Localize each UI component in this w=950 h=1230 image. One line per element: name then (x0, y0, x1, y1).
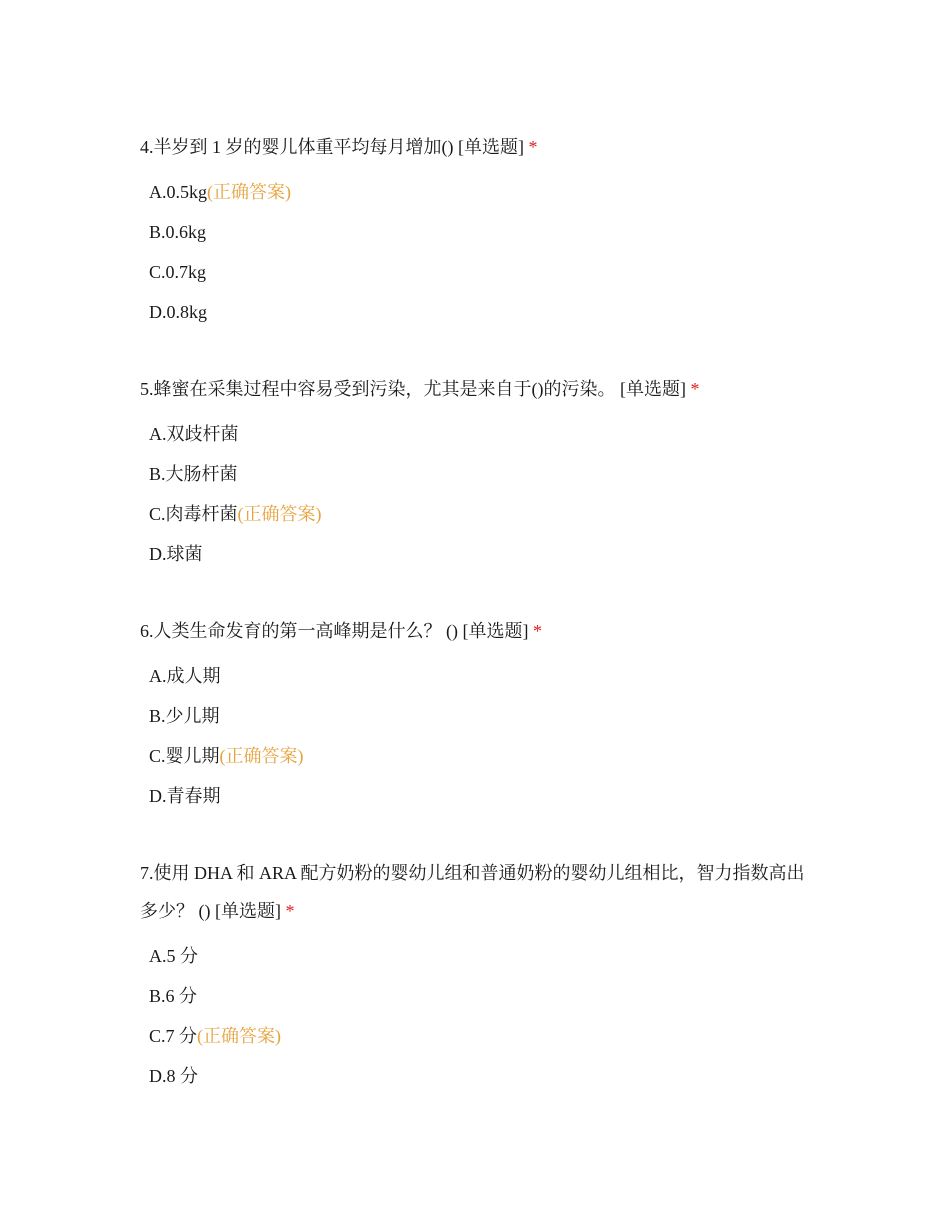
option-c: C.婴儿期(正确答案) (149, 746, 304, 766)
option-c: C.0.7kg (149, 262, 207, 282)
option-b: B.6 分 (149, 986, 198, 1006)
option-b: B.少儿期 (149, 706, 220, 726)
option-list (149, 172, 820, 332)
question-4 (140, 128, 820, 332)
option-list (149, 414, 820, 574)
option-list (149, 656, 820, 816)
option-c: C.肉毒杆菌(正确答案) (149, 504, 322, 524)
option-c: C.7 分(正确答案) (149, 1026, 282, 1046)
correct-answer-tag: (正确答案) (219, 746, 304, 766)
option-d: D.球菌 (149, 544, 203, 564)
required-mark: * (690, 379, 700, 399)
option-a: A.成人期 (149, 666, 221, 686)
option-a: A.0.5kg(正确答案) (149, 182, 291, 202)
required-mark: * (285, 901, 295, 921)
option-d: D.0.8kg (149, 302, 207, 322)
required-mark: * (528, 137, 538, 157)
question-title: 7.使用 DHA 和 ARA 配方奶粉的婴幼儿组和普通奶粉的婴幼儿组相比，智力指数高出多少？ () [单选题] * (140, 863, 805, 921)
option-d: D.青春期 (149, 786, 221, 806)
option-b: B.0.6kg (149, 222, 207, 242)
question-title: 4.半岁到 1 岁的婴儿体重平均每月增加() [单选题] * (140, 137, 538, 157)
question-6 (140, 612, 820, 816)
required-mark: * (532, 621, 542, 641)
question-7 (140, 854, 820, 1096)
option-d: D.8 分 (149, 1066, 198, 1086)
correct-answer-tag: (正确答案) (237, 504, 322, 524)
option-list (149, 936, 820, 1096)
option-b: B.大肠杆菌 (149, 464, 238, 484)
option-a: A.双歧杆菌 (149, 424, 239, 444)
option-a: A.5 分 (149, 946, 198, 966)
correct-answer-tag: (正确答案) (197, 1026, 282, 1046)
correct-answer-tag: (正确答案) (207, 182, 291, 202)
question-title: 6.人类生命发育的第一高峰期是什么？ () [单选题] * (140, 621, 542, 641)
question-title: 5.蜂蜜在采集过程中容易受到污染，尤其是来自于()的污染。 [单选题] * (140, 379, 700, 399)
question-5 (140, 370, 820, 574)
